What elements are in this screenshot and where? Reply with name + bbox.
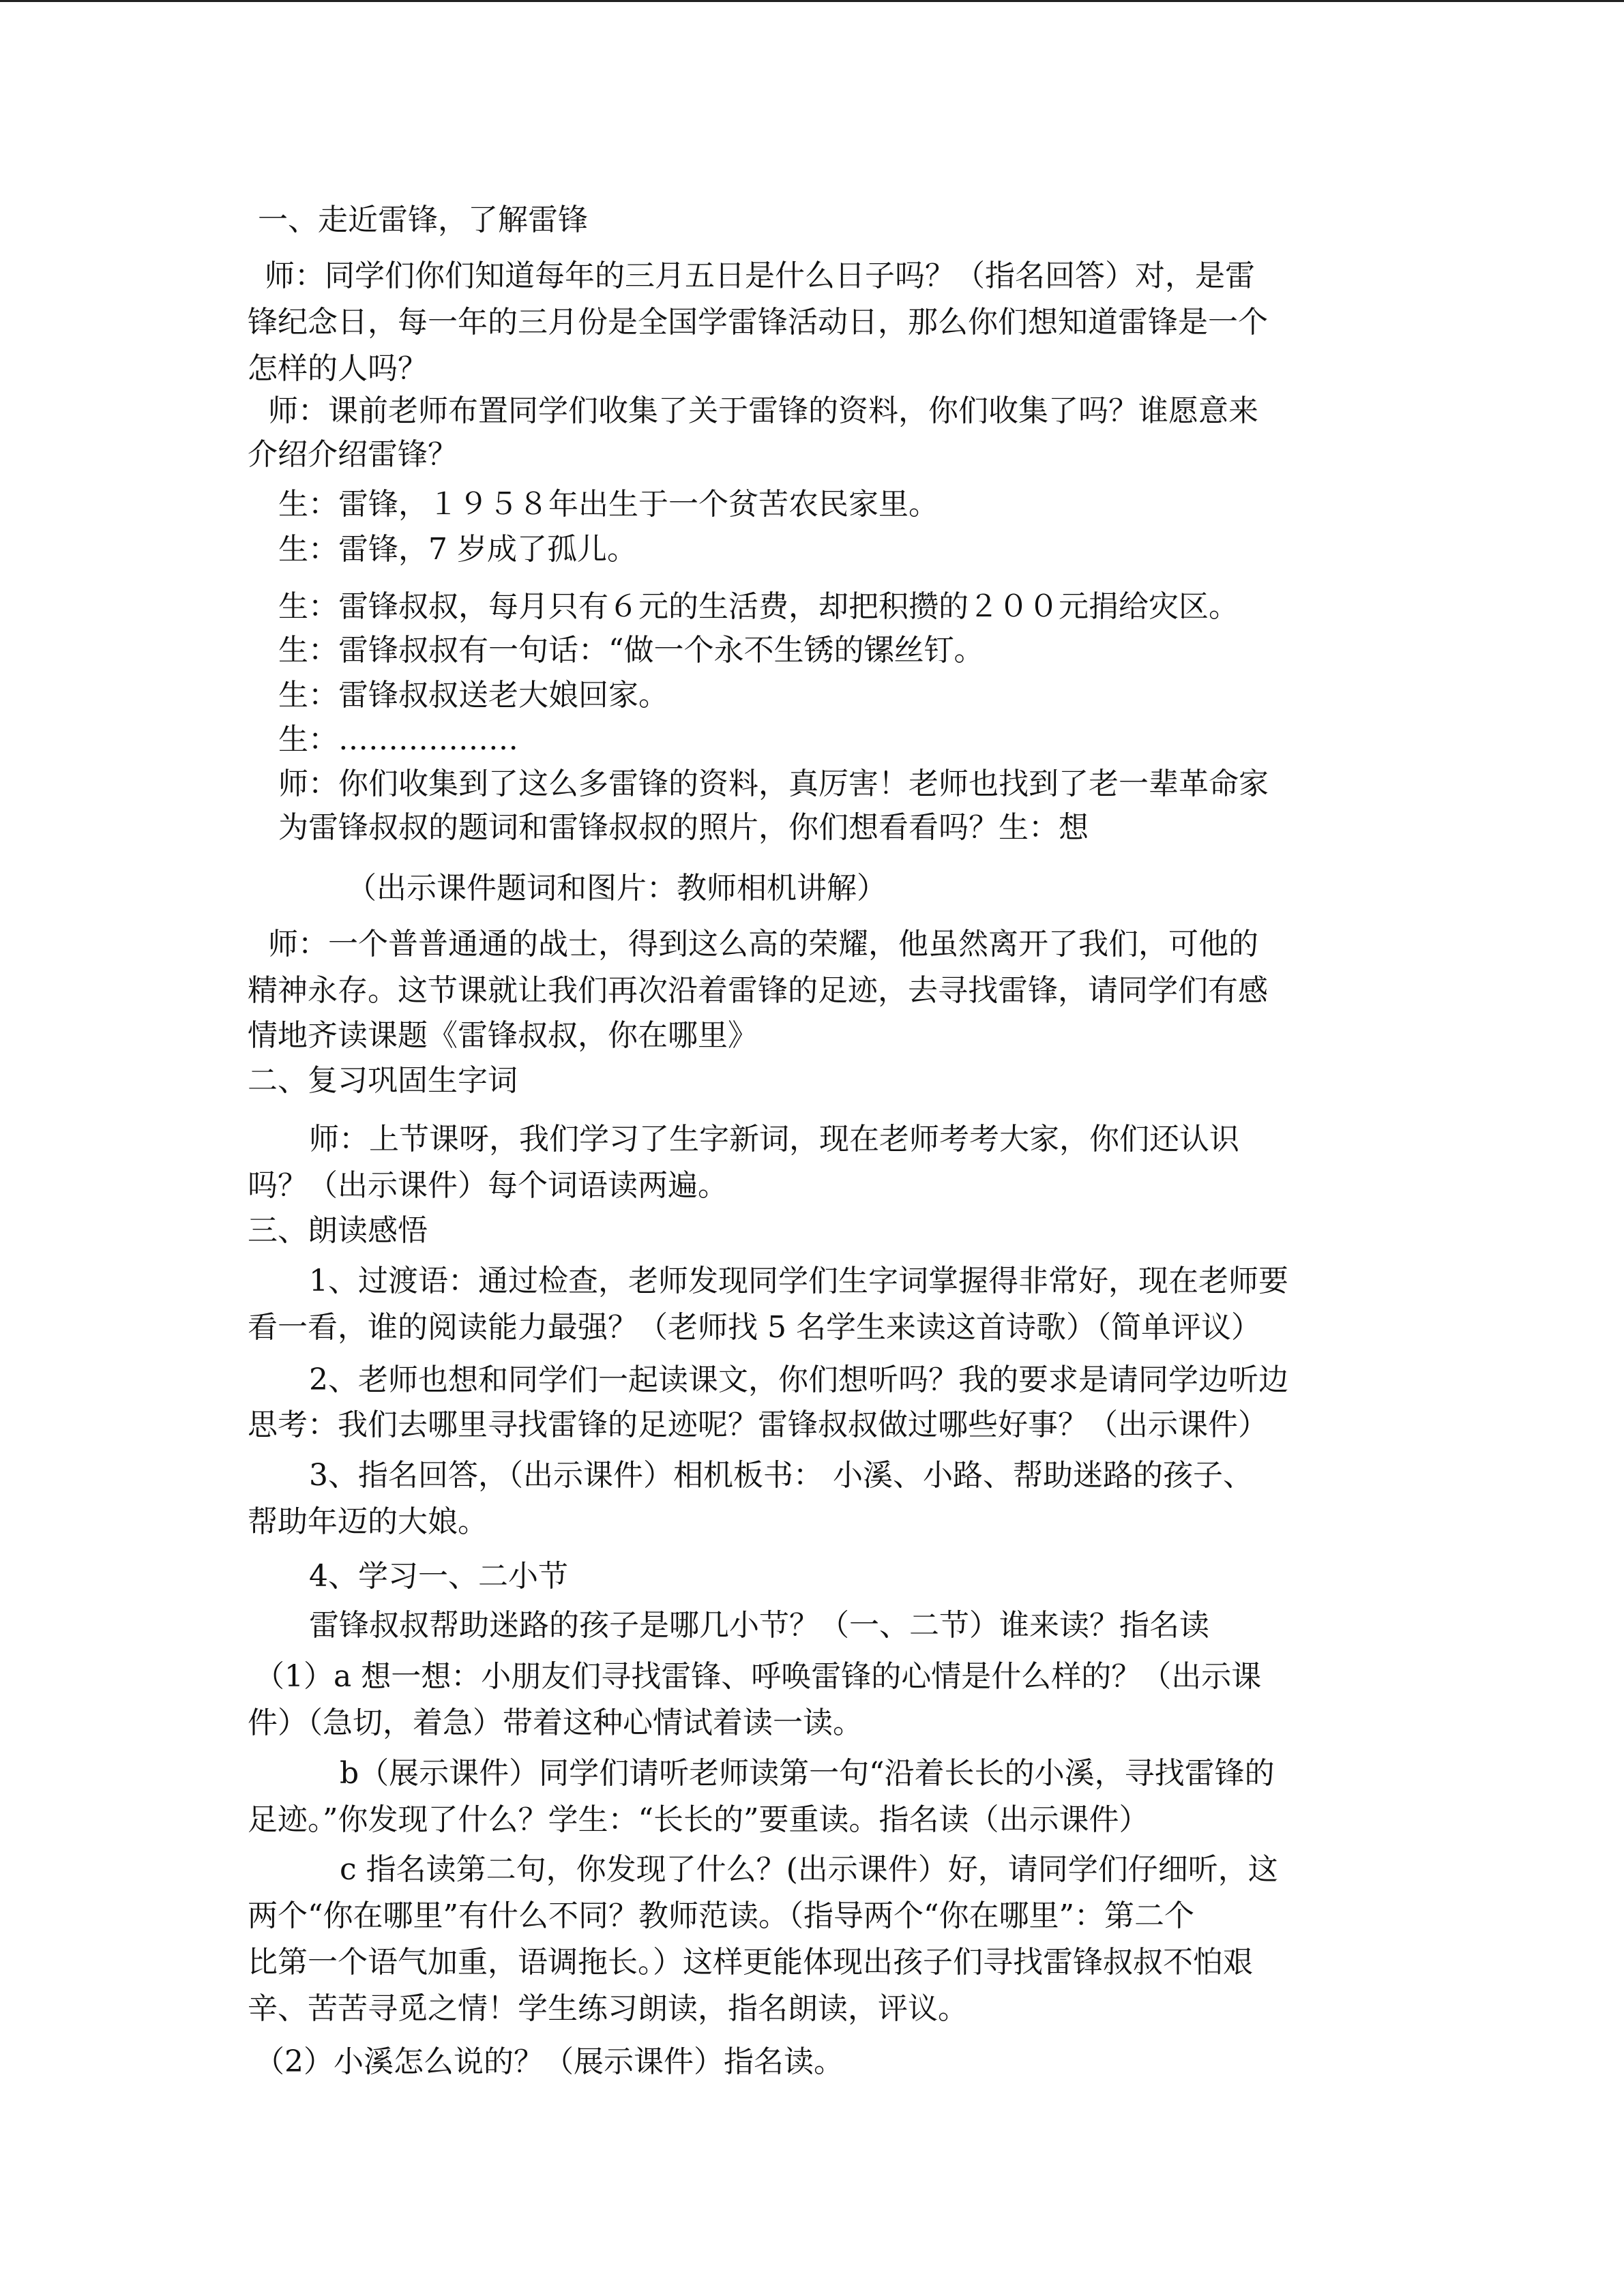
text-line: 精神永存。这节课就让我们再次沿着雷锋的足迹，去寻找雷锋，请同学们有感	[248, 973, 1268, 1008]
text-line: 生：雷锋叔叔送老大娘回家。	[278, 678, 668, 713]
text-line: b（展示课件）同学们请听老师读第一句“沿着长长的小溪，寻找雷锋的	[340, 1756, 1275, 1791]
text-line: 雷锋叔叔帮助迷路的孩子是哪几小节？（一、二节）谁来读？指名读	[309, 1608, 1209, 1643]
text-line: 思考：我们去哪里寻找雷锋的足迹呢？雷锋叔叔做过哪些好事？（出示课件）	[248, 1407, 1268, 1442]
text-line: （2）小溪怎么说的？（展示课件）指名读。	[254, 2044, 844, 2079]
text-line: 介绍介绍雷锋？	[248, 437, 458, 472]
text-line: （1）a 想一想：小朋友们寻找雷锋、呼唤雷锋的心情是什么样的？（出示课	[254, 1659, 1262, 1694]
text-line: 锋纪念日，每一年的三月份是全国学雷锋活动日，那么你们想知道雷锋是一个	[248, 305, 1268, 340]
text-line: 师：你们收集到了这么多雷锋的资料，真厉害！老师也找到了老一辈革命家	[278, 766, 1269, 801]
heading-section-2: 二、复习巩固生字词	[248, 1063, 518, 1098]
text-line: 师：上节课呀，我们学习了生字新词，现在老师考考大家，你们还认识	[309, 1122, 1239, 1157]
text-line: 为雷锋叔叔的题词和雷锋叔叔的照片，你们想看看吗？生：想	[278, 810, 1089, 845]
text-line: 生：雷锋，１９５８年出生于一个贫苦农民家里。	[278, 487, 939, 522]
text-line: 吗？（出示课件）每个词语读两遍。	[248, 1168, 728, 1203]
text-line: 2、老师也想和同学们一起读课文，你们想听吗？我的要求是请同学边听边	[309, 1362, 1288, 1397]
heading-section-1: 一、走近雷锋，了解雷锋	[258, 203, 588, 237]
text-line: 生：雷锋叔叔，每月只有６元的生活费，却把积攒的２００元捐给灾区。	[278, 589, 1239, 624]
text-line: 师：一个普普通通的战士，得到这么高的荣耀，他虽然离开了我们，可他的	[268, 927, 1258, 961]
text-line: 比第一个语气加重，语调拖长。）这样更能体现出孩子们寻找雷锋叔叔不怕艰	[248, 1945, 1253, 1980]
text-line: 3、指名回答，（出示课件）相机板书： 小溪、小路、帮助迷路的孩子、	[309, 1458, 1253, 1493]
text-line: 怎样的人吗？	[248, 351, 428, 386]
text-line: 看一看，谁的阅读能力最强？（老师找 5 名学生来读这首诗歌）（简单评议）	[248, 1310, 1261, 1345]
text-line: 生：雷锋，7 岁成了孤儿。	[278, 532, 637, 567]
text-line: 生：………………	[278, 722, 518, 757]
text-line: 师：同学们你们知道每年的三月五日是什么日子吗？（指名回答）对，是雷	[265, 258, 1255, 293]
text-line: 帮助年迈的大娘。	[248, 1504, 488, 1539]
text-line: 师：课前老师布置同学们收集了关于雷锋的资料，你们收集了吗？谁愿意来	[268, 393, 1258, 428]
text-line: 件）（急切，着急）带着这种心情试着读一读。	[248, 1705, 863, 1740]
heading-section-3: 三、朗读感悟	[248, 1213, 428, 1248]
text-line: 辛、苦苦寻觅之情！学生练习朗读，指名朗读，评议。	[248, 1991, 968, 2026]
text-line: 4、学习一、二小节	[309, 1559, 568, 1594]
text-line: 1、过渡语：通过检查，老师发现同学们生字词掌握得非常好，现在老师要	[309, 1264, 1288, 1298]
text-line: 两个“你在哪里”有什么不同？教师范读。（指导两个“你在哪里”：第二个	[248, 1898, 1194, 1933]
text-line: c 指名读第二句，你发现了什么？(出示课件）好，请同学们仔细听，这	[340, 1852, 1278, 1887]
text-line: 情地齐读课题《雷锋叔叔，你在哪里》	[248, 1018, 758, 1053]
text-line: （出示课件题词和图片：教师相机讲解）	[346, 871, 887, 906]
text-line: 足迹。”你发现了什么？学生：“长长的”要重读。指名读（出示课件）	[248, 1802, 1149, 1837]
text-line: 生：雷锋叔叔有一句话：“做一个永不生锈的镙丝钉。	[278, 633, 984, 668]
